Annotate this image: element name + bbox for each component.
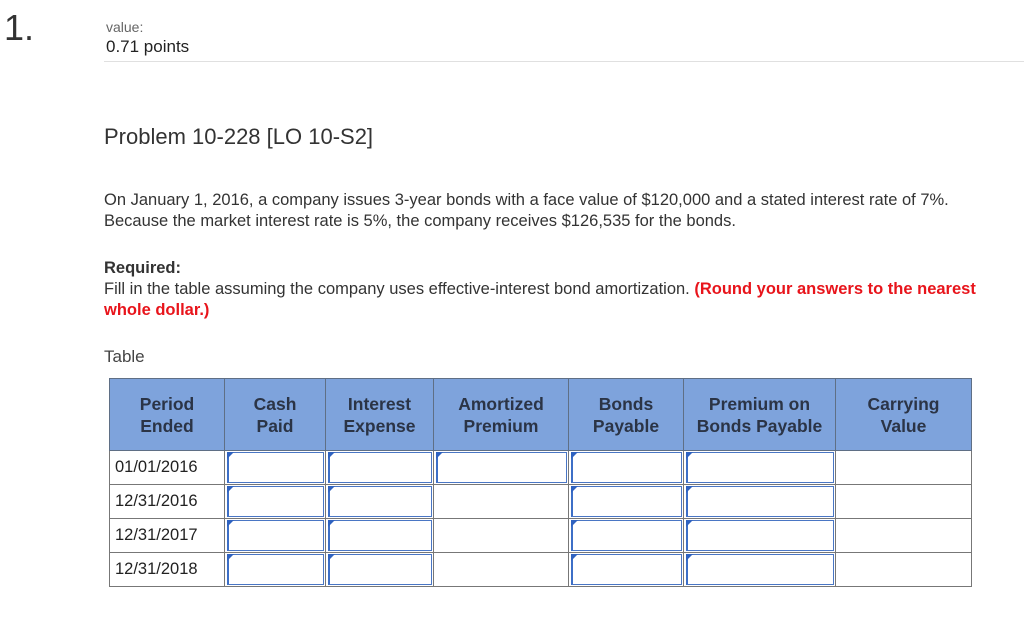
question-number: 1. bbox=[4, 7, 35, 48]
interest-expense-input[interactable] bbox=[328, 554, 432, 585]
cash-paid-cell bbox=[225, 553, 326, 587]
premium-on-bonds-payable-input[interactable] bbox=[686, 486, 834, 517]
cash-paid-input[interactable] bbox=[227, 452, 324, 483]
interest-expense-input[interactable] bbox=[328, 486, 432, 517]
amortization-table bbox=[109, 378, 972, 587]
period-cell: 12/31/2017 bbox=[110, 519, 225, 553]
header-period-ended: Period Ended bbox=[110, 379, 225, 451]
premium-on-bonds-payable-cell bbox=[684, 553, 836, 587]
interest-expense-cell bbox=[326, 553, 434, 587]
header-divider bbox=[104, 61, 1024, 62]
bonds-payable-input[interactable] bbox=[571, 486, 682, 517]
premium-on-bonds-payable-input[interactable] bbox=[686, 520, 834, 551]
cash-paid-input[interactable] bbox=[227, 486, 324, 517]
table-row bbox=[110, 519, 972, 553]
header-bonds-payable: Bonds Payable bbox=[569, 379, 684, 451]
header-interest-expense: Interest Expense bbox=[326, 379, 434, 451]
table-row bbox=[110, 553, 972, 587]
interest-expense-cell bbox=[326, 451, 434, 485]
header-premium-on-bonds-payable: Premium on Bonds Payable bbox=[684, 379, 836, 451]
amortized-premium-cell bbox=[434, 553, 569, 587]
period-cell: 01/01/2016 bbox=[110, 451, 225, 485]
carrying-value-cell bbox=[836, 485, 972, 519]
header-cash-paid: Cash Paid bbox=[225, 379, 326, 451]
bonds-payable-input[interactable] bbox=[571, 520, 682, 551]
interest-expense-cell bbox=[326, 485, 434, 519]
points-value: 0.71 points bbox=[106, 37, 190, 56]
amortized-premium-cell bbox=[434, 485, 569, 519]
amortized-premium-cell bbox=[434, 519, 569, 553]
required-section bbox=[104, 258, 1014, 321]
header-carrying-value: Carrying Value bbox=[836, 379, 972, 451]
interest-expense-cell bbox=[326, 519, 434, 553]
bonds-payable-input[interactable] bbox=[571, 554, 682, 585]
premium-on-bonds-payable-cell bbox=[684, 451, 836, 485]
premium-on-bonds-payable-input[interactable] bbox=[686, 554, 834, 585]
period-cell: 12/31/2016 bbox=[110, 485, 225, 519]
table-label: Table bbox=[104, 347, 145, 366]
table-row bbox=[110, 485, 972, 519]
problem-title: Problem 10-228 [LO 10-S2] bbox=[104, 124, 374, 149]
premium-on-bonds-payable-cell bbox=[684, 485, 836, 519]
required-instruction bbox=[104, 279, 1014, 321]
carrying-value-cell bbox=[836, 553, 972, 587]
cash-paid-input[interactable] bbox=[227, 520, 324, 551]
premium-on-bonds-payable-cell bbox=[684, 519, 836, 553]
cash-paid-cell bbox=[225, 451, 326, 485]
problem-description: On January 1, 2016, a company issues 3-year bonds with a face value of $120,000 and a stated interest rate of 7%. Because the market interest rate is 5%, the company receives $126,535 for the bonds. bbox=[104, 191, 949, 230]
interest-expense-input[interactable] bbox=[328, 452, 432, 483]
carrying-value-cell bbox=[836, 519, 972, 553]
table-row bbox=[110, 451, 972, 485]
bonds-payable-cell bbox=[569, 485, 684, 519]
carrying-value-cell bbox=[836, 451, 972, 485]
instruction-text: Fill in the table assuming the company uses effective-interest bond amortization. bbox=[104, 280, 690, 298]
amortized-premium-input[interactable] bbox=[436, 452, 567, 483]
header-amortized-premium: Amortized Premium bbox=[434, 379, 569, 451]
table-header-row bbox=[110, 379, 972, 451]
cash-paid-cell bbox=[225, 485, 326, 519]
rounding-note: (Round your answers to the nearest whole dollar.) bbox=[104, 280, 976, 319]
amortized-premium-cell bbox=[434, 451, 569, 485]
value-label: value: bbox=[106, 19, 144, 35]
premium-on-bonds-payable-input[interactable] bbox=[686, 452, 834, 483]
interest-expense-input[interactable] bbox=[328, 520, 432, 551]
cash-paid-cell bbox=[225, 519, 326, 553]
period-cell: 12/31/2018 bbox=[110, 553, 225, 587]
cash-paid-input[interactable] bbox=[227, 554, 324, 585]
bonds-payable-cell bbox=[569, 451, 684, 485]
bonds-payable-input[interactable] bbox=[571, 452, 682, 483]
bonds-payable-cell bbox=[569, 553, 684, 587]
bonds-payable-cell bbox=[569, 519, 684, 553]
required-label: Required: bbox=[104, 259, 182, 277]
